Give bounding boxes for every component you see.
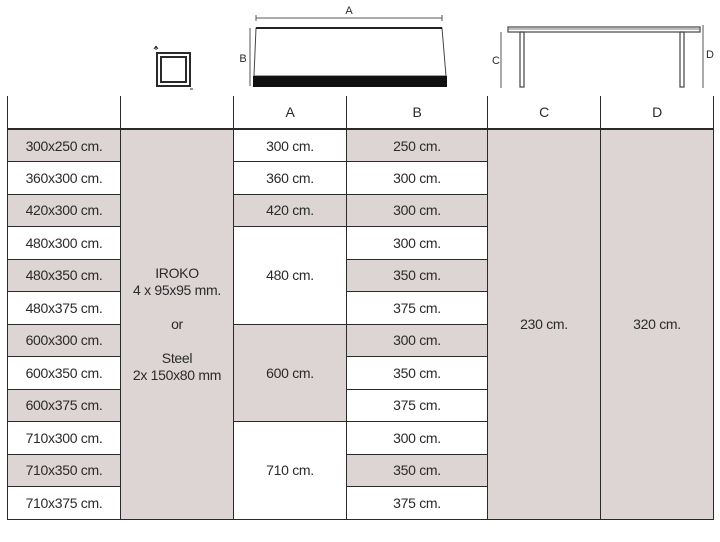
material-cell <box>121 129 234 519</box>
size-cell: 360x300 cm. <box>8 162 121 195</box>
dim-label-b: B <box>239 53 247 65</box>
header-a: A <box>234 96 347 129</box>
size-cell: 480x350 cm. <box>8 259 121 292</box>
size-cell: 480x375 cm. <box>8 292 121 325</box>
b-cell: 350 cm. <box>347 357 488 390</box>
b-cell: 300 cm. <box>347 194 488 227</box>
material-line: 2x 150x80 mm <box>132 366 222 383</box>
size-cell: 600x350 cm. <box>8 357 121 390</box>
table-header-row <box>8 96 714 129</box>
header-d: D <box>601 96 714 129</box>
d-cell: 320 cm. <box>601 129 714 519</box>
dimension-diagrams <box>0 0 720 96</box>
size-cell: 300x250 cm. <box>8 129 121 162</box>
side-view-diagram <box>501 25 703 88</box>
material-line: 4 x 95x95 mm. <box>133 281 221 298</box>
size-cell: 710x350 cm. <box>8 454 121 487</box>
header-b: B <box>347 96 488 129</box>
b-cell: 300 cm. <box>347 162 488 195</box>
material-line: or <box>171 315 183 332</box>
size-cell: 600x300 cm. <box>8 324 121 357</box>
header-material <box>121 96 234 129</box>
a-cell: 300 cm. <box>234 129 347 162</box>
material-line: Steel <box>161 349 193 366</box>
post-section-icon <box>154 46 193 89</box>
a-cell: 710 cm. <box>234 422 347 520</box>
a-cell: 360 cm. <box>234 162 347 195</box>
dim-label-a: A <box>345 5 353 17</box>
table-row <box>8 129 714 162</box>
dim-label-c: C <box>492 55 500 67</box>
dim-label-d: D <box>706 49 714 61</box>
b-cell: 375 cm. <box>347 487 488 520</box>
a-cell: 600 cm. <box>234 324 347 422</box>
b-cell: 350 cm. <box>347 454 488 487</box>
c-cell: 230 cm. <box>488 129 601 519</box>
b-cell: 300 cm. <box>347 324 488 357</box>
header-size <box>8 96 121 129</box>
size-cell: 480x300 cm. <box>8 227 121 260</box>
a-cell: 420 cm. <box>234 194 347 227</box>
b-cell: 375 cm. <box>347 292 488 325</box>
b-cell: 250 cm. <box>347 129 488 162</box>
b-cell: 350 cm. <box>347 259 488 292</box>
material-line: IROKO <box>155 264 199 281</box>
size-cell: 710x300 cm. <box>8 422 121 455</box>
front-view-diagram <box>250 15 447 87</box>
size-cell: 600x375 cm. <box>8 389 121 422</box>
dimensions-table <box>7 96 714 520</box>
b-cell: 375 cm. <box>347 389 488 422</box>
b-cell: 300 cm. <box>347 422 488 455</box>
size-cell: 420x300 cm. <box>8 194 121 227</box>
b-cell: 300 cm. <box>347 227 488 260</box>
size-cell: 710x375 cm. <box>8 487 121 520</box>
header-c: C <box>488 96 601 129</box>
a-cell: 480 cm. <box>234 227 347 325</box>
